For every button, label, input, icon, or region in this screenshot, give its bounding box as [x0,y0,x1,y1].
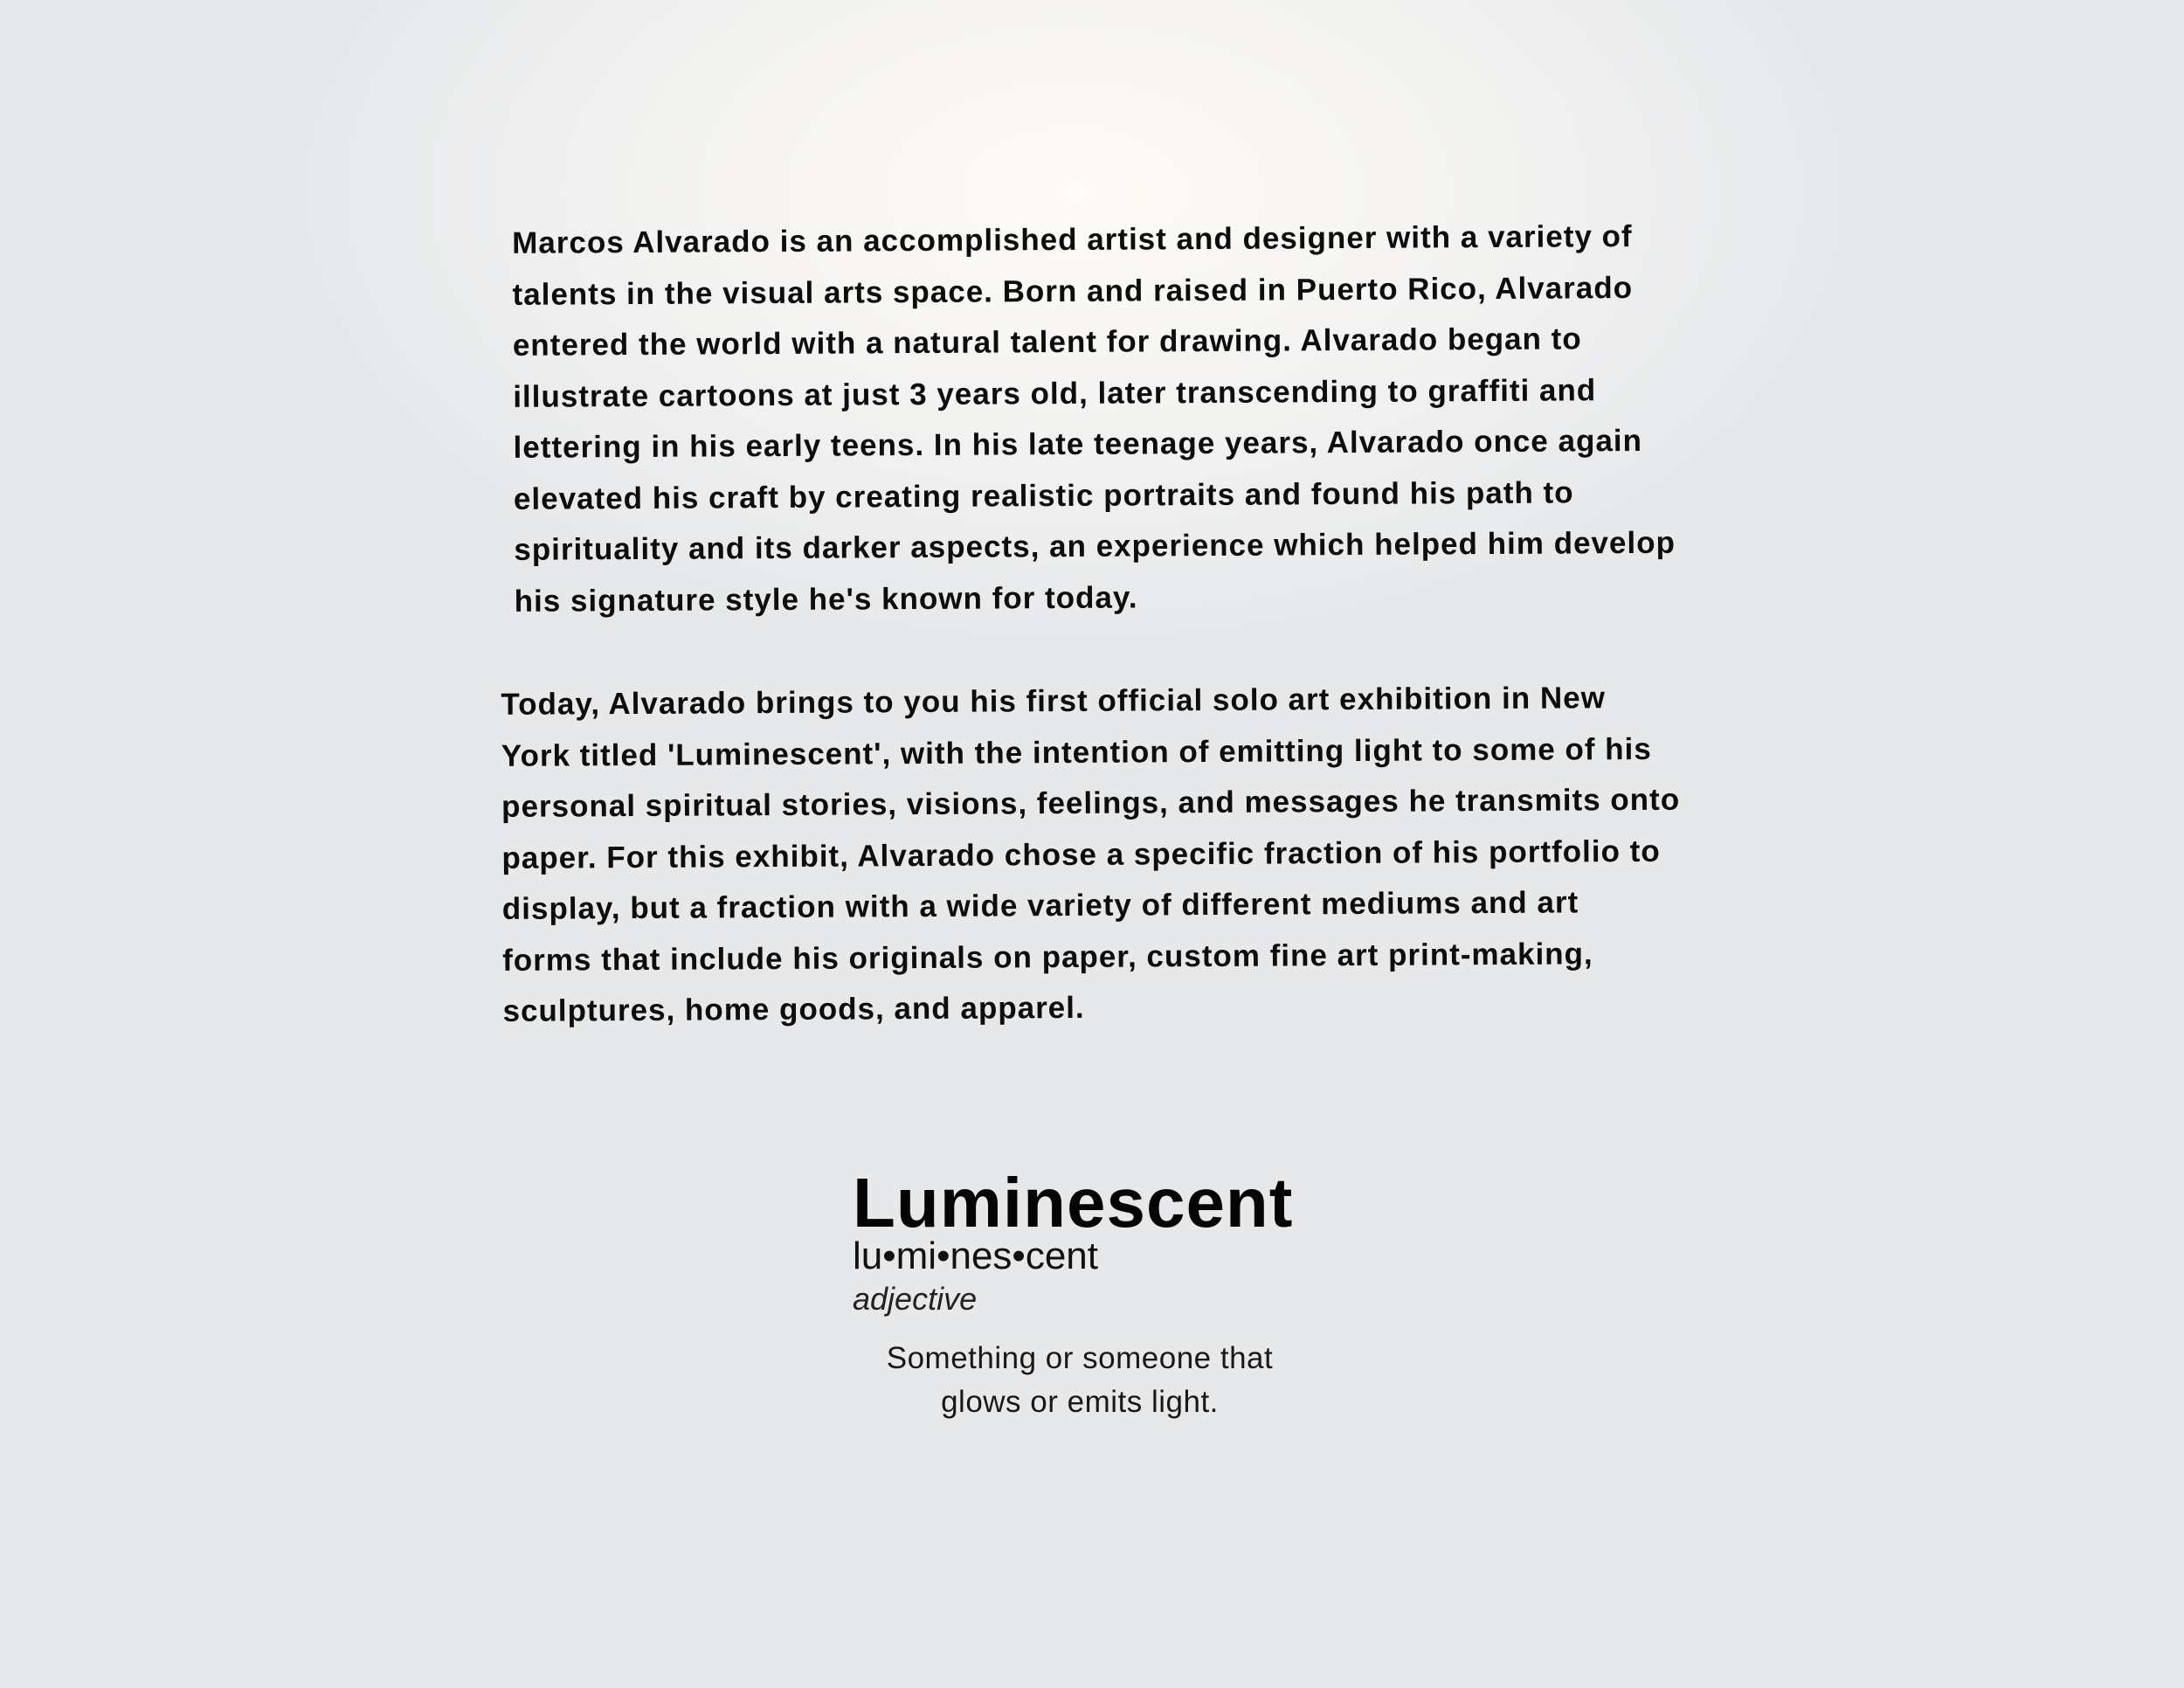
bio-line: lettering in his early teens. In his late teenage years, Alvarado once again [513,423,1643,465]
bio-line: spirituality and its darker aspects, an experience which helped him develop [514,525,1676,567]
bio-line: Marcos Alvarado is an accomplished artist and designer with a variety of [512,219,1633,260]
dictionary-definition [853,1164,1342,1424]
bio-paragraph-1 [489,211,1697,627]
bio-line: paper. For this exhibit, Alvarado chose a specific fraction of his portfolio to [501,834,1661,875]
definition-meaning-line: glows or emits light. [941,1385,1219,1419]
bio-line: talents in the visual arts space. Born and raised in Puerto Rico, Alvarado [512,270,1634,312]
artist-bio [489,211,1700,1038]
definition-meaning-line: Something or someone that [886,1341,1274,1375]
definition-word: Luminescent [853,1164,1294,1242]
definition-meaning [853,1337,1307,1424]
bio-line: York titled 'Luminescent', with the intention of emitting light to some of his [501,731,1652,773]
definition-syllables: lu•mi•nes•cent [853,1235,1098,1277]
bio-line: personal spiritual stories, visions, feelings, and messages he transmits onto [501,782,1681,824]
definition-part-of-speech: adjective [853,1281,978,1317]
bio-line: display, but a fraction with a wide variety of different mediums and art [501,885,1579,926]
bio-paragraph-2 [492,673,1699,1038]
bio-line: forms that include his originals on paper, custom fine art print-making, [502,936,1593,978]
bio-line: Today, Alvarado brings to you his first official solo art exhibition in New [501,681,1606,722]
bio-line: entered the world with a natural talent for drawing. Alvarado began to [512,322,1582,363]
bio-line: elevated his craft by creating realistic portraits and found his path to [513,474,1574,516]
bio-line: his signature style he's known for today. [514,579,1138,619]
bio-line: sculptures, home goods, and apparel. [502,990,1085,1028]
bio-line: illustrate cartoons at just 3 years old, later transcending to graffiti and [513,372,1597,414]
